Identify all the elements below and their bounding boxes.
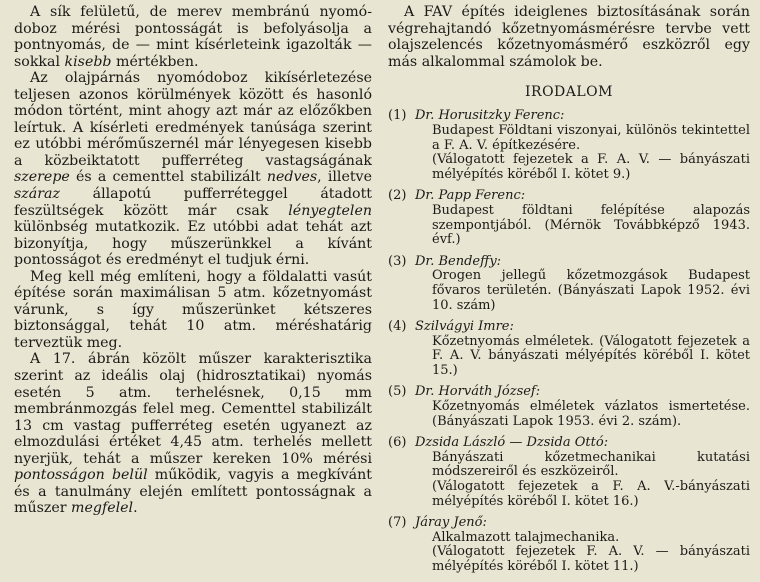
emphasis: nedves [266, 169, 318, 186]
paragraph-2 [14, 70, 372, 269]
paragraph-3: Meg kell még említeni, hogy a földalatti vasút építése során maximálisan 5 atm. kőzetnyomást várunk, s így műszerünket kétszeres biztonsággal, tehát 10 atm. méréshatárig terveztük meg. [14, 268, 372, 351]
right-column [388, 4, 750, 582]
reference-number: (5) [388, 384, 407, 400]
text-run: A 17. ábrán közölt műszer karakterisztika szerint az ideális olaj (hidrosztatikai) nyomás esetén 5 atm. terhelésnek, 0,15 mm membránmozgás felel meg. Cementtel stabilizált 13 cm vastag pufferréteg esetén ugyanezt az elmozdulási értéket 4,45 atm. terhelés mellett nyerjük, tehát a műszer kereken 10% mérési [14, 351, 372, 467]
emphasis: pontosságon belül [14, 467, 148, 484]
reference-number: (6) [388, 435, 407, 451]
paragraph-4 [14, 351, 372, 516]
reference-author: Járay Jenő: [415, 515, 487, 531]
reference-item [388, 320, 750, 378]
reference-item [388, 109, 750, 182]
reference-author: Dr. Horváth József: [415, 384, 541, 400]
emphasis: szerepe [14, 169, 70, 186]
reference-text: Budapest Földtani viszonyai, különös tekintettel a F. A. V. építkezésére. [432, 122, 750, 153]
text-run: A sík felületű, de merev membránú nyomó-doboz mérési pontosságát is befolyásolja a pontnyomás, de — mint kísérleteink igazolták — sokkal [14, 4, 372, 70]
text-run: Az olajpárnás nyomódoboz kikísérletezése teljesen azonos körülmények között és hasonló módon történt, mint ahogy azt már az előzőkben leírtuk. A kísérleti eredmények tanúsága szerint ez utóbbi mérőműszernél már lényegesen kisebb a közbeiktatott pufferréteg vastagságának [14, 70, 372, 169]
emphasis: száraz [14, 186, 60, 203]
emphasis: megfelel [71, 500, 134, 517]
reference-text: Bányászati kőzetmechanikai kutatási módszereiről és eszközeiről. [432, 449, 750, 480]
reference-author: Dr. Bendeffy: [415, 253, 502, 269]
reference-number: (3) [388, 253, 407, 269]
reference-author: Dzsida László — Dzsida Ottó: [415, 435, 609, 451]
text-run: , illetve [317, 169, 372, 186]
reference-item [388, 189, 750, 247]
reference-item [388, 516, 750, 574]
emphasis: lényegtelen [288, 202, 372, 219]
reference-text: Kőzetnyomás elméletek. (Válogatott fejezetek a F. A. V. bányászati mélyépítés köréből I. kötet 15.) [432, 333, 750, 378]
text-run: . [133, 500, 138, 517]
reference-author: Dr. Horusitzky Ferenc: [415, 108, 565, 124]
reference-number: (7) [388, 515, 407, 531]
reference-number: (2) [388, 188, 407, 204]
reference-item [388, 255, 750, 313]
text-run: állapotú pufferréteggel átadott feszültségek között már csak [14, 186, 372, 219]
reference-item [388, 436, 750, 509]
reference-text: Alkalmazott talajmechanika. [432, 529, 620, 545]
reference-text: Orogen jellegű kőzetmozgások Budapest fővaros területén. (Bányászati Lapok 1952. évi 10. szám) [432, 268, 750, 313]
reference-number: (1) [388, 108, 407, 124]
reference-item [388, 385, 750, 429]
reference-text: Budapest földtani felépítése alapozás szempontjából. (Mérnök Továbbképző 1943. évf.) [432, 202, 750, 248]
text-run: és a cementtel stabilizált [69, 169, 267, 186]
left-column [14, 4, 372, 517]
reference-text: Kőzetnyomás elméletek vázlatos ismertetése. (Bányászati Lapok 1953. évi 2. szám). [432, 399, 750, 429]
paragraph-1 [14, 4, 372, 70]
intro-paragraph: A FAV építés ideiglenes biztosításának során végrehajtandó kőzetnyomásmérésre tervbe vett olajszelencés kőzetnyomásmérő eszközről egy más alkalommal számolok be. [388, 4, 750, 70]
reference-number: (4) [388, 319, 407, 335]
reference-text: (Válogatott fejezetek a F. A. V. — bányászati mélyépítés köréből I. kötet 9.) [432, 152, 750, 182]
reference-text: (Válogatott fejezetek a F. A. V.-bányászati mélyépítés köréből I. kötet 16.) [432, 479, 750, 509]
reference-author: Szilvágyi Imre: [415, 319, 514, 335]
text-run: működik, vagyis a megkívánt és a tanulmány elején említett pontosságnak a műszer [14, 467, 372, 517]
text-run: különbség mutatkozik. Ez utóbbi adat tehát azt bizonyítja, hogy műszerünkkel a kívánt pontosságot és eredményt el tudjuk érni. [14, 219, 372, 269]
reference-author: Dr. Papp Ferenc: [415, 188, 526, 204]
reference-list [388, 109, 750, 574]
references-heading: IRODALOM [525, 84, 613, 101]
emphasis: kisebb [64, 53, 112, 70]
text-run: mértékben. [111, 53, 199, 70]
reference-text: (Válogatott fejezetek F. A. V. — bányászati mélyépítés köréből I. kötet 11.) [432, 544, 750, 574]
